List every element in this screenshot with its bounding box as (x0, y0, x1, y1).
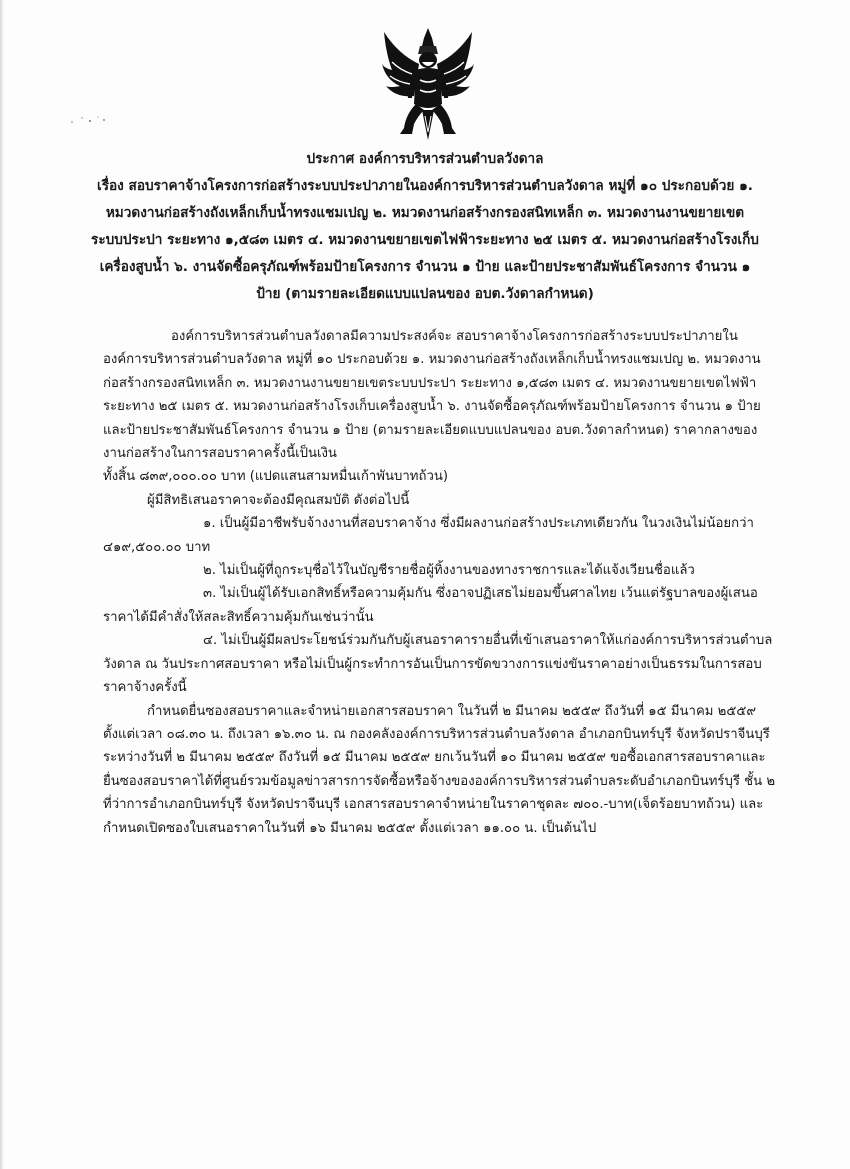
announcement-subject: เรื่อง สอบราคาจ้างโครงการก่อสร้างระบบประปาภายในองค์การบริหารส่วนตำบลวังดาล หมู่ที่ ๑๐ ประกอบด้วย ๑. หมวดงานก่อสร้างถังเหล็กเก็บน้ำทรงแชมเปญ ๒. หมวดงานก่อสร้างกรองสนิทเหล็ก ๓. หมวดงานงานขยายเขตระบบประปา ระยะทาง ๑,๕๘๓ เมตร ๔. หมวดงานขยายเขตไฟฟ้าระยะทาง ๒๕ เมตร ๕. หมวดงานก่อสร้างโรงเก็บเครื่องสูบน้ำ ๖. งานจัดซื้อครุภัณฑ์พร้อมป้ายโครงการ จำนวน ๑ ป้าย และป้ายประชาสัมพันธ์โครงการ จำนวน ๑ ป้าย (ตามรายละเอียดแบบแปลนของ อบต.วังดาลกำหนด) (91, 178, 759, 302)
announcement-title: ประกาศ องค์การบริหารส่วนตำบลวังดาล (306, 151, 544, 167)
scan-specks (68, 110, 118, 130)
announcement-body (103, 325, 775, 840)
qualification-item: ๒. ไม่เป็นผู้ที่ถูกระบุชื่อไว้ในบัญชีรายชื่อผู้ทิ้งงานของทางราชการและได้แจ้งเวียนชื่อแล้ว (203, 563, 695, 579)
schedule-paragraph: กำหนดยื่นซองสอบราคาและจำหน่ายเอกสารสอบราคา ในวันที่ ๒ มีนาคม ๒๕๕๙ ถึงวันที่ ๑๕ มีนาคม ๒๕๕๙ ตั้งแต่เวลา ๐๘.๓๐ น. ถึงเวลา ๑๖.๓๐ น. ณ กองคลังองค์การบริหารส่วนตำบลวังดาล อำเภอกบินทร์บุรี จังหวัดปราจีนบุรี ระหว่างวันที่ ๒ มีนาคม ๒๕๕๙ ถึงวันที่ ๑๕ มีนาคม ๒๕๕๙ ยกเว้นวันที่ ๑๐ มีนาคม ๒๕๕๙ ขอซื้อเอกสารสอบราคาและยื่นซองสอบราคาได้ที่ศูนย์รวมข้อมูลข่าวสารการจัดซื้อหรือจ้างขององค์การบริหารส่วนตำบลระดับอำเภอกบินทร์บุรี ชั้น ๒ ที่ว่าการอำเภอกบินทร์บุรี จังหวัดปราจีนบุรี เอกสารสอบราคาจำหน่ายในราคาชุดละ ๗๐๐.-บาท(เจ็ดร้อยบาทถ้วน) และกำหนดเปิดซองใบเสนอราคาในวันที่ ๑๖ มีนาคม ๒๕๕๙ ตั้งแต่เวลา ๑๑.๐๐ น. เป็นต้นไป (103, 703, 776, 836)
qualification-item: ๑. เป็นผู้มีอาชีพรับจ้างงานที่สอบราคาจ้าง ซึ่งมีผลงานก่อสร้างประเภทเดียวกัน ในวงเงินไม่น้อยกว่า ๔๑๙,๕๐๐.๐๐ บาท (103, 516, 754, 555)
qualification-item: ๓. ไม่เป็นผู้ได้รับเอกสิทธิ์หรือความคุ้มกัน ซึ่งอาจปฏิเสธไม่ยอมขึ้นศาลไทย เว้นแต่รัฐบาลของผู้เสนอราคาได้มีคำสั่งให้สละสิทธิ์ความคุ้มกันเช่นว่านั้น (103, 586, 758, 625)
total-budget: ทั้งสิ้น ๘๓๙,๐๐๐.๐๐ บาท (แปดแสนสามหมื่นเก้าพันบาทถ้วน) (103, 469, 449, 485)
garuda-emblem-icon (378, 24, 478, 144)
qualification-item: ๔. ไม่เป็นผู้มีผลประโยชน์ร่วมกันกับผู้เสนอราคารายอื่นที่เข้าเสนอราคาให้แก่องค์การบริหารส่วนตำบลวังดาล ณ วันประกาศสอบราคา หรือไม่เป็นผู้กระทำการอันเป็นการขัดขวางการแข่งขันราคาอย่างเป็นธรรมในการสอบราคาจ้างครั้งนี้ (103, 633, 773, 696)
qualifications-heading: ผู้มีสิทธิเสนอราคาจะต้องมีคุณสมบัติ ดังต่อไปนี้ (147, 492, 410, 508)
intro-paragraph: องค์การบริหารส่วนตำบลวังดาลมีความประสงค์จะ สอบราคาจ้างโครงการก่อสร้างระบบประปาภายในองค์การบริหารส่วนตำบลวังดาล หมู่ที่ ๑๐ ประกอบด้วย ๑. หมวดงานก่อสร้างถังเหล็กเก็บน้ำทรงแชมเปญ ๒. หมวดงานก่อสร้างกรองสนิทเหล็ก ๓. หมวดงานงานขยายเขตระบบประปา ระยะทาง ๑,๕๘๓ เมตร ๔. หมวดงานขยายเขตไฟฟ้าระยะทาง ๒๕ เมตร ๕. หมวดงานก่อสร้างโรงเก็บเครื่องสูบน้ำ ๖. งานจัดซื้อครุภัณฑ์พร้อมป้ายโครงการ จำนวน ๑ ป้ายและป้ายประชาสัมพันธ์โครงการ จำนวน ๑ ป้าย (ตามรายละเอียดแบบแปลนของ อบต.วังดาลกำหนด) ราคากลางของงานก่อสร้างในการสอบราคาครั้งนี้เป็นเงิน (103, 329, 761, 462)
announcement-header (90, 146, 760, 308)
scan-edge-shadow (0, 0, 4, 1169)
